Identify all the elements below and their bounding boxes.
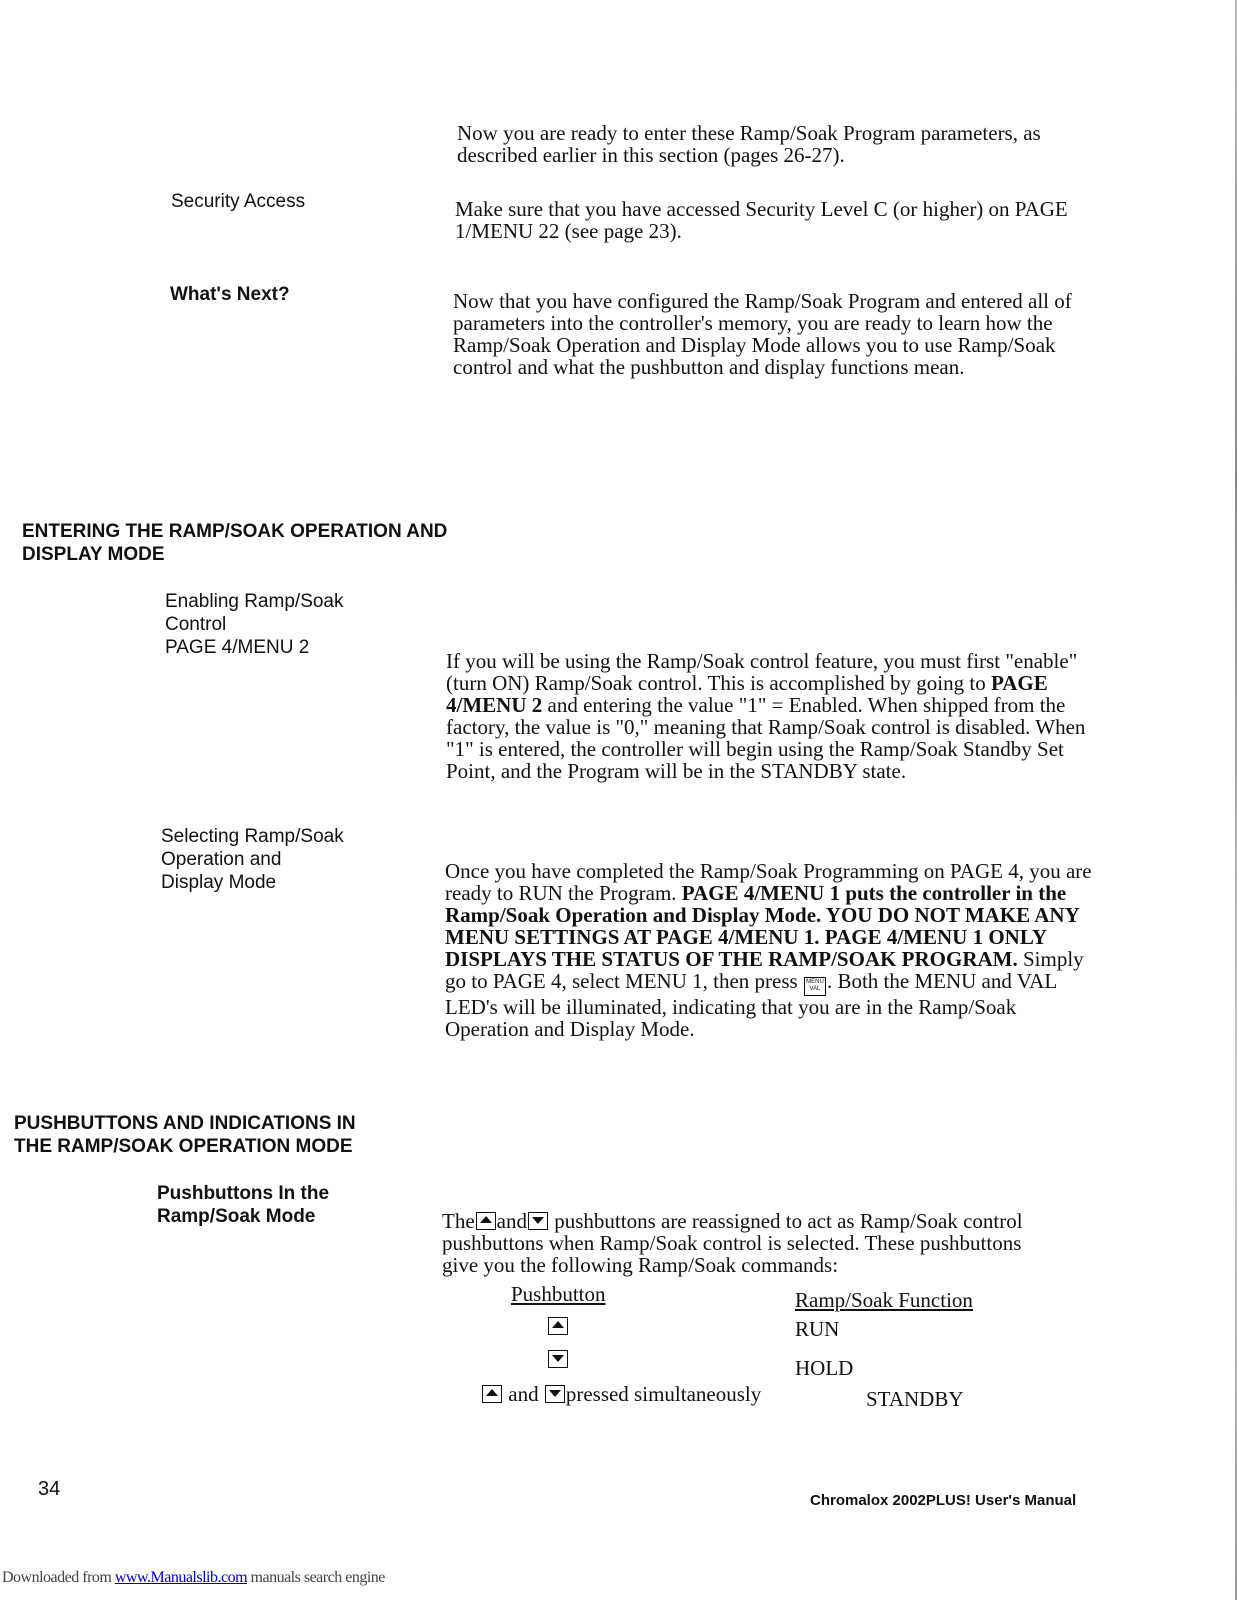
enabling-text-bold: PAGE 4/MENU 2 [446,671,1048,717]
selecting-text-c: . Both the MENU and VAL LED's will be illuminated, indicating that you are in the Ramp/Soak Operation and Display Mode. [445,969,1057,1041]
whats-next-label: What's Next? [170,284,290,305]
selecting-label [161,825,421,894]
down-arrow-button-icon [528,1212,548,1230]
up-arrow-button-icon [476,1212,496,1230]
table-row-hold [547,1350,569,1371]
security-access-label: Security Access [171,191,306,212]
heading-line: PUSHBUTTONS AND INDICATIONS IN [14,1113,356,1134]
section-heading-pushbuttons [14,1112,534,1158]
security-access-text: Make sure that you have accessed Security Level C (or higher) on PAGE 1/MENU 22 (see page 23). [455,197,1068,243]
label-line: Enabling Ramp/Soak [165,591,344,612]
pushbuttons-label [157,1182,417,1228]
selecting-text-a: Once you have completed the Ramp/Soak Programming on PAGE 4, you are ready to RUN the Program. [445,859,1092,905]
label-line: Control [165,614,227,635]
intro-paragraph [457,122,1097,166]
whats-next-text: Now that you have configured the Ramp/Soak Program and entered all of parameters into the controller's memory, you are ready to learn how the Ramp/Soak Operation and Display Mode allows you to use Ramp/Soak control and what the pushbutton and display functions mean. [453,289,1072,379]
page-number: 34 [38,1478,61,1500]
table-row-standby [481,1383,761,1405]
download-footer [2,1569,385,1587]
selecting-text-b: Simply go to PAGE 4, select MENU 1, then press [445,947,1084,993]
up-arrow-button-icon [482,1385,502,1403]
enabling-text [446,650,1096,782]
label-line: Operation and [161,849,282,870]
heading-line: DISPLAY MODE [22,544,165,565]
pushbuttons-text-rest: pushbuttons are reassigned to act as Ramp/Soak control pushbuttons when Ramp/Soak control is selected. These pushbuttons give you the following Ramp/Soak commands: [442,1209,1023,1277]
function-standby: STANDBY [866,1387,964,1411]
selecting-text [445,860,1095,1040]
col-header-function: Ramp/Soak Function [795,1288,973,1312]
table-row-run [547,1317,569,1338]
pushbuttons-text [442,1210,1062,1276]
manual-title: Chromalox 2002PLUS! User's Manual [810,1492,1077,1509]
down-arrow-button-icon [545,1385,565,1403]
row3-and: and [503,1382,544,1406]
heading-line: ENTERING THE RAMP/SOAK OPERATION AND [22,521,448,542]
intro-text: Now you are ready to enter these Ramp/Soak Program parameters, as described earlier in this section (pages 26-27). [457,121,1041,167]
function-run: RUN [795,1317,840,1341]
download-suffix: manuals search engine [247,1569,385,1586]
enabling-label [165,590,425,659]
label-line: Ramp/Soak Mode [157,1206,316,1227]
selecting-text-bold: PAGE 4/MENU 1 puts the controller in the Ramp/Soak Operation and Display Mode. YOU DO NOT MAKE ANY MENU SETTINGS AT PAGE 4/MENU 1. PAGE 4/MENU 1 ONLY DISPLAYS THE STATUS OF THE RAMP/SOAK PROGRAM. [445,881,1079,971]
menuval-bottom: VAL [809,986,821,992]
section-heading-entering [22,520,542,566]
menuval-top: MENU [806,979,824,985]
up-arrow-button-icon [548,1317,568,1335]
function-hold: HOLD [795,1356,854,1380]
label-line: PAGE 4/MENU 2 [165,637,310,658]
label-line: Selecting Ramp/Soak [161,826,344,847]
enabling-text-b: and entering the value "1" = Enabled. When shipped from the factory, the value is "0," meaning that Ramp/Soak control is disabled. When "1" is entered, the controller will begin using the Ramp/Soak Standby Set Point, and the Program will be in the STANDBY state. [446,693,1086,783]
col-header-pushbutton: Pushbutton [511,1282,606,1306]
pushbuttons-text-the: The [442,1209,475,1233]
download-prefix: Downloaded from [2,1569,115,1586]
enabling-text-a: If you will be using the Ramp/Soak control feature, you must first "enable" (turn ON) Ramp/Soak control. This is accomplished by going to [446,649,1078,695]
label-line: Display Mode [161,872,277,893]
row3-pressed: pressed simultaneously [565,1382,762,1406]
pushbuttons-text-and: and [496,1209,527,1233]
label-line: Pushbuttons In the [157,1183,330,1204]
heading-line: THE RAMP/SOAK OPERATION MODE [14,1136,353,1157]
menu-val-button-icon [804,977,826,996]
manualslib-link[interactable]: www.Manualslib.com [114,1569,248,1586]
down-arrow-button-icon [548,1350,568,1368]
